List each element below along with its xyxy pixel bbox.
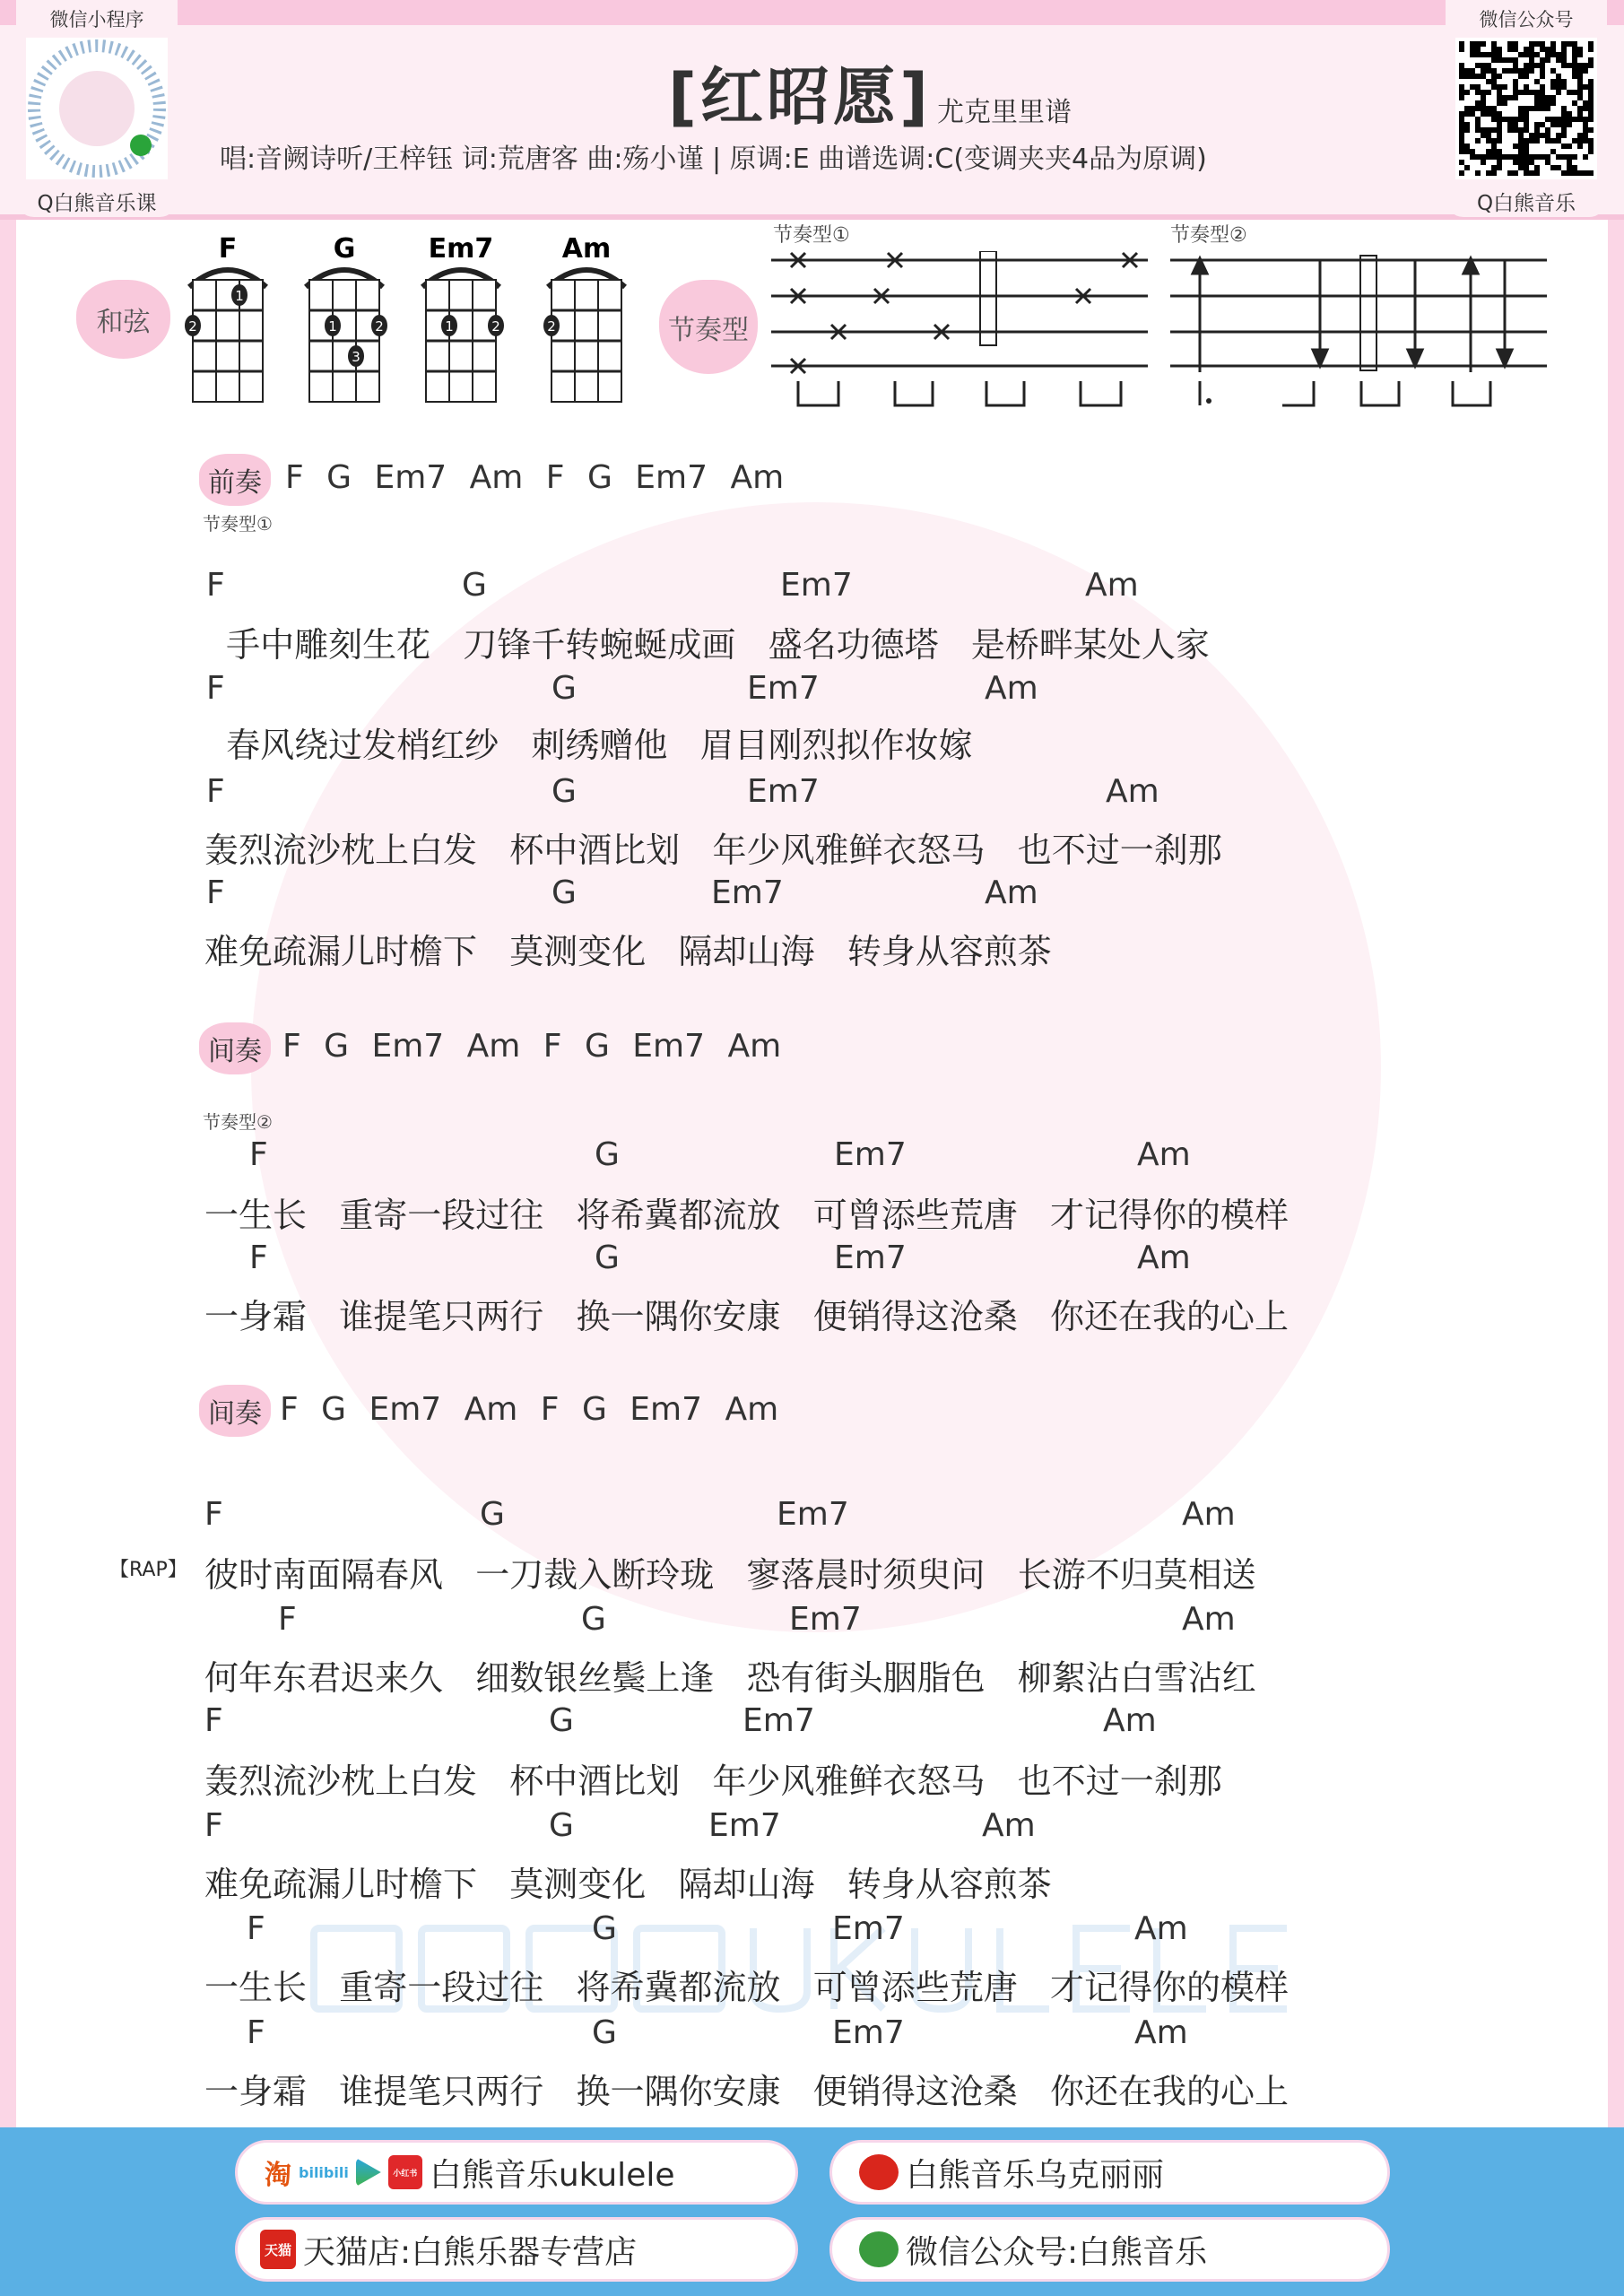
chord-label: Am: [982, 1807, 1036, 1844]
chord-label: F: [249, 1136, 268, 1173]
finger-number: 2: [375, 318, 384, 335]
weibo-icon: [859, 2154, 899, 2190]
chord-label: G: [462, 567, 487, 604]
wechat-account-name: 微信公众号:白熊音乐: [906, 2233, 1208, 2271]
tmall-icon: 天猫: [260, 2230, 296, 2269]
chord-label: Em7: [832, 1910, 905, 1947]
header: [0, 0, 1624, 220]
chord-label: G: [581, 1601, 606, 1638]
tencent-video-icon: [356, 2158, 381, 2187]
chord-label: F: [206, 874, 225, 911]
chord-label: F: [204, 1807, 223, 1844]
weibo-link[interactable]: [829, 2140, 1390, 2205]
chord-label: G: [549, 1702, 574, 1739]
lyric-line: 轰烈流沙枕上白发 杯中酒比划 年少风雅鲜衣怒马 也不过一刹那: [204, 831, 1222, 870]
wechat-account-card[interactable]: [1446, 0, 1607, 217]
chord-label: Em7: [789, 1601, 862, 1638]
finger-number: 2: [188, 318, 197, 335]
chord-label: Em7: [708, 1807, 781, 1844]
taobao-icon: 淘: [265, 2160, 291, 2191]
intro-rhythm: 节奏型①: [203, 513, 273, 535]
tmall-store-link[interactable]: [235, 2217, 798, 2282]
finger-number: 1: [235, 288, 244, 304]
lyric-line: 春风绕过发梢红纱 刺绣赠他 眉目刚烈拟作妆嫁: [204, 726, 973, 765]
lyric-line: 一身霜 谁提笔只两行 换一隅你安康 便销得这沧桑 你还在我的心上: [204, 1297, 1289, 1336]
video-account-name: 白熊音乐ukulele: [429, 2156, 675, 2194]
chord-label: G: [592, 1910, 617, 1947]
chord-name: Am: [561, 235, 612, 265]
chord-label: Em7: [711, 874, 784, 911]
sheet-type: 尤克里里谱: [937, 97, 1072, 128]
interlude-1-progression: F G Em7 Am F G Em7 Am: [282, 1028, 782, 1065]
mini-program-qr-icon[interactable]: [26, 38, 168, 179]
chord-diagram-g: [306, 235, 387, 402]
chord-diagram-em7: [422, 235, 504, 402]
chord-label: Am: [1085, 567, 1139, 604]
interlude-2-progression: F G Em7 Am F G Em7 Am: [280, 1391, 779, 1428]
wechat-account-label: 微信公众号: [1479, 9, 1574, 30]
rhythm-pattern-1-label: 节奏型①: [773, 224, 850, 247]
chord-label: G: [549, 1807, 574, 1844]
lyric-line: 何年东君迟来久 细数银丝鬓上逢 恐有街头胭脂色 柳絮沾白雪沾红: [204, 1658, 1256, 1698]
video-platforms-link[interactable]: [235, 2140, 798, 2205]
finger-number: 1: [445, 318, 454, 335]
chord-name: F: [218, 235, 238, 265]
finger-number: 2: [491, 318, 500, 335]
chord-label: Em7: [777, 1496, 849, 1533]
rhythm-patterns: [771, 251, 1551, 413]
footer: [0, 2127, 1624, 2296]
interlude-2-badge: 间奏: [199, 1385, 271, 1437]
chord-label: Am: [1134, 2014, 1188, 2051]
chord-label: Em7: [743, 1702, 815, 1739]
chord-label: Em7: [747, 670, 820, 707]
chord-label: Em7: [780, 567, 853, 604]
chord-label: G: [480, 1496, 505, 1533]
finger-number: 1: [328, 318, 337, 335]
chord-label: F: [247, 1910, 265, 1947]
chord-label: F: [206, 773, 225, 810]
lyric-line: 难免疏漏儿时檐下 莫测变化 隔却山海 转身从容煎茶: [204, 932, 1052, 971]
chord-label: Am: [1106, 773, 1159, 810]
lyric-line: 轰烈流沙枕上白发 杯中酒比划 年少风雅鲜衣怒马 也不过一刹那: [204, 1761, 1222, 1801]
chord-label: Am: [1137, 1136, 1191, 1173]
chord-diagram-am: [543, 235, 625, 402]
chord-label: G: [551, 773, 577, 810]
song-title: [红昭愿]: [668, 60, 932, 134]
lyric-line: 一生长 重寄一段过往 将希冀都流放 可曾添些荒唐 才记得你的模样: [204, 1196, 1289, 1235]
wechat-account-search[interactable]: Q白熊音乐: [1476, 192, 1576, 215]
chord-label: F: [278, 1601, 297, 1638]
chord-name: G: [333, 235, 356, 265]
intro-progression: F G Em7 Am F G Em7 Am: [285, 459, 785, 496]
chord-label: Am: [985, 670, 1038, 707]
lyric-line: 一生长 重寄一段过往 将希冀都流放 可曾添些荒唐 才记得你的模样: [204, 1968, 1289, 2007]
chord-label: G: [592, 2014, 617, 2051]
chord-label: F: [204, 1496, 223, 1533]
lyric-line: 彼时南面隔春风 一刀裁入断玲珑 寥落晨时须臾问 长游不归莫相送: [204, 1555, 1256, 1595]
chord-label: G: [595, 1136, 620, 1173]
interlude-1-rhythm: 节奏型②: [203, 1111, 273, 1133]
chord-diagrams: [179, 235, 664, 414]
rap-tag: 【RAP】: [109, 1559, 187, 1581]
finger-number: 3: [352, 349, 360, 365]
lyric-line: 难免疏漏儿时檐下 莫测变化 隔却山海 转身从容煎茶: [204, 1865, 1052, 1904]
wechat-icon: [859, 2231, 899, 2267]
chord-label: Am: [1103, 1702, 1157, 1739]
tmall-store-name: 天猫店:白熊乐器专营店: [303, 2233, 638, 2271]
chord-diagram-f: [185, 235, 266, 402]
interlude-1-badge: 间奏: [199, 1022, 271, 1074]
chord-label: G: [551, 670, 577, 707]
chord-label: Am: [985, 874, 1038, 911]
song-meta: 唱:音阙诗听/王梓钰 词:荒唐客 曲:殇小谨 | 原调:E 曲谱选调:C(变调夹夹4品为原调): [220, 144, 1207, 175]
finger-number: 2: [547, 318, 556, 335]
chord-label: Em7: [747, 773, 820, 810]
weibo-account-name: 白熊音乐乌克丽丽: [906, 2156, 1165, 2194]
lyric-line: 手中雕刻生花 刀锋千转蜿蜒成画 盛名功德塔 是桥畔某处人家: [204, 625, 1210, 665]
xiaohongshu-icon: 小红书: [388, 2155, 422, 2189]
chord-label: Em7: [834, 1136, 907, 1173]
wechat-link[interactable]: [829, 2217, 1390, 2282]
chord-label: Am: [1134, 1910, 1188, 1947]
chord-label: F: [204, 1702, 223, 1739]
chord-label: F: [206, 567, 225, 604]
chord-label: Em7: [834, 1239, 907, 1276]
intro-badge: 前奏: [199, 454, 271, 506]
chord-label: Am: [1182, 1601, 1236, 1638]
chord-label: G: [551, 874, 577, 911]
top-band: [0, 0, 1624, 25]
bilibili-icon: bilibili: [299, 2163, 349, 2181]
chord-label: Am: [1182, 1496, 1236, 1533]
chord-label: G: [595, 1239, 620, 1276]
lyric-line: 一身霜 谁提笔只两行 换一隅你安康 便销得这沧桑 你还在我的心上: [204, 2072, 1289, 2111]
rhythm-pattern-2-label: 节奏型②: [1170, 224, 1247, 247]
rhythm-badge: 节奏型: [659, 280, 758, 374]
mini-program-search[interactable]: Q白熊音乐课: [37, 192, 157, 215]
chord-label: F: [249, 1239, 268, 1276]
chord-label: F: [206, 670, 225, 707]
chord-label: Am: [1137, 1239, 1191, 1276]
mini-program-card[interactable]: [16, 0, 178, 217]
wechat-qr-icon[interactable]: [1455, 38, 1597, 179]
chord-label: Em7: [832, 2014, 905, 2051]
chords-badge: 和弦: [76, 280, 170, 359]
chord-name: Em7: [428, 235, 494, 265]
mini-program-label: 微信小程序: [49, 9, 144, 30]
chord-label: F: [247, 2014, 265, 2051]
